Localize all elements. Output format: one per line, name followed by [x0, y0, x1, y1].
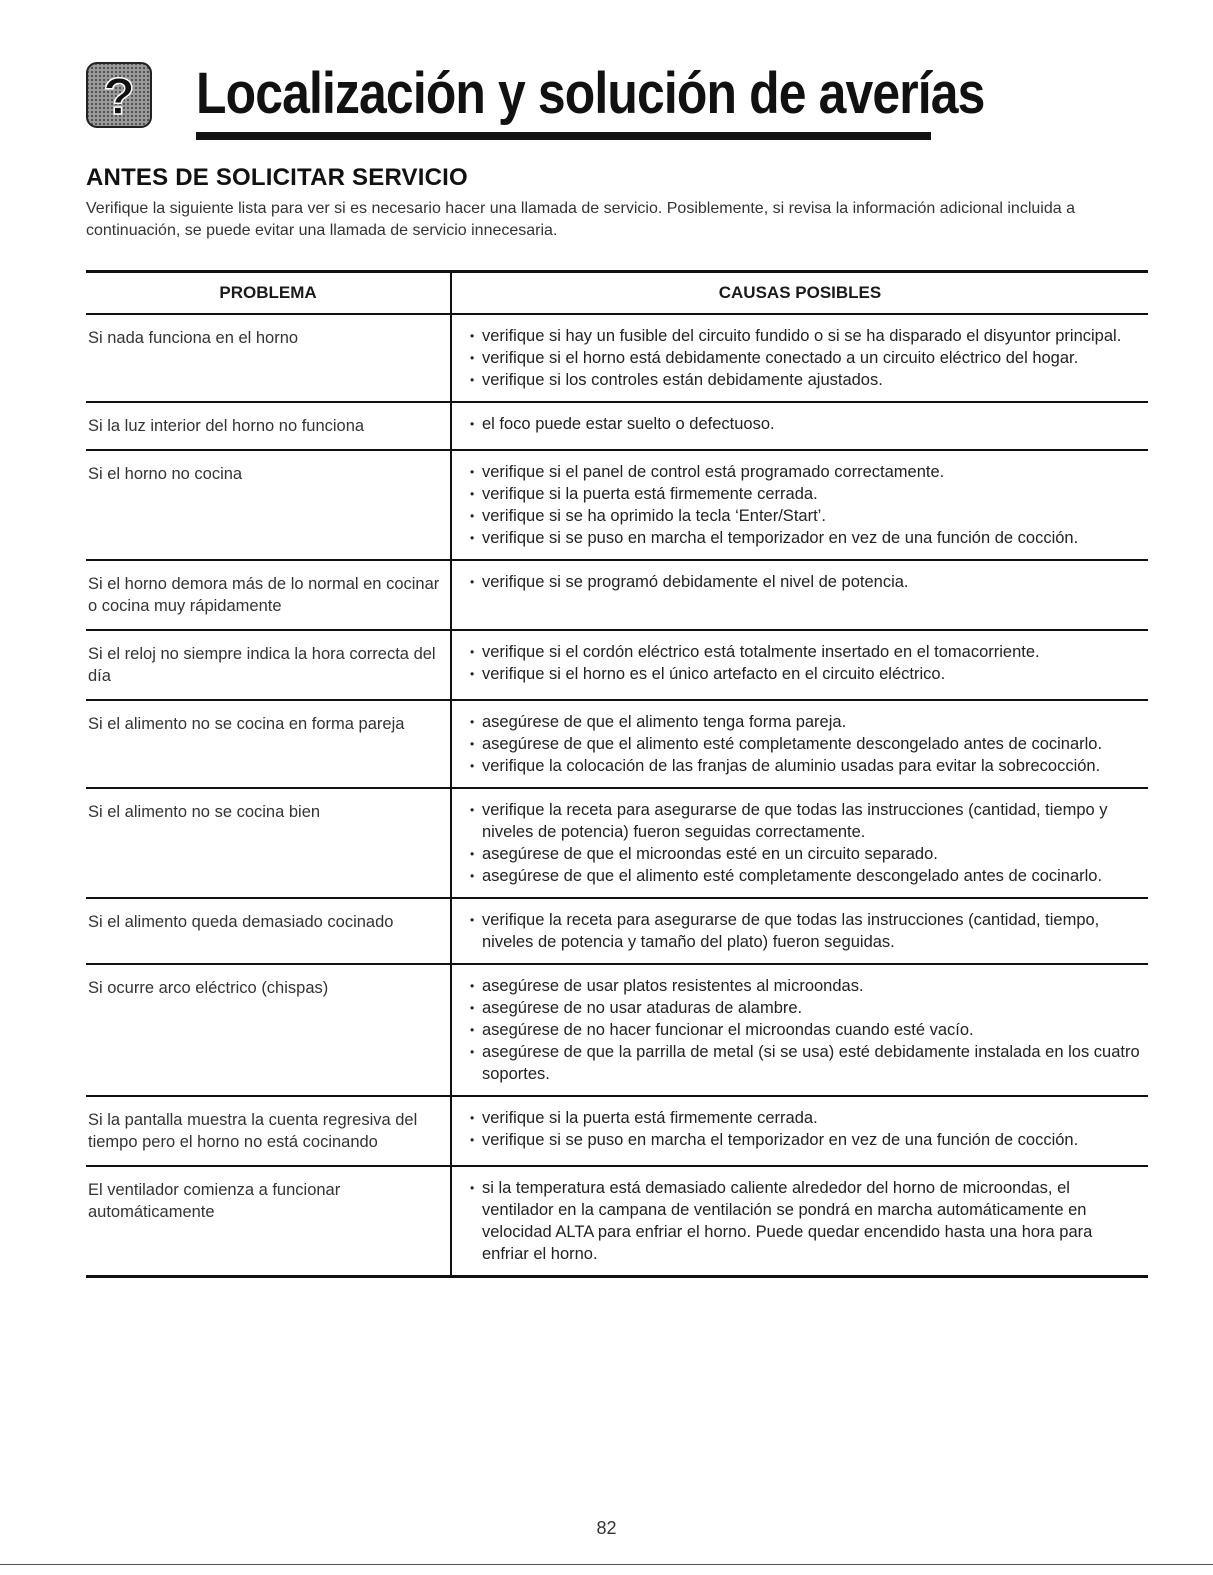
cause-item: • verifique si se puso en marcha el temporizador en vez de una función de cocción. [468, 1129, 1142, 1151]
section-heading: ANTES DE SOLICITAR SERVICIO [86, 164, 468, 191]
cause-item: • asegúrese de que el alimento tenga forma pareja. [468, 711, 1142, 733]
cause-item: • verifique si la puerta está firmemente cerrada. [468, 1107, 1142, 1129]
page-number: 82 [596, 1518, 617, 1538]
causes-cell [450, 965, 1148, 1095]
cause-item: • asegúrese de no usar ataduras de alambre. [468, 997, 1142, 1019]
cause-item: • verifique si el panel de control está programado correctamente. [468, 461, 1142, 483]
cause-item: • el foco puede estar suelto o defectuoso. [468, 413, 1142, 435]
cause-item: • asegúrese de no hacer funcionar el microondas cuando esté vacío. [468, 1019, 1142, 1041]
problem-cell: Si nada funciona en el horno [88, 329, 299, 347]
causes-list [468, 571, 1142, 593]
causes-cell [450, 701, 1148, 787]
troubleshooting-table [86, 270, 1148, 1278]
cause-item: • verifique si hay un fusible del circuito fundido o si se ha disparado el disyuntor principal. [468, 325, 1142, 347]
table-header [86, 273, 1148, 315]
causes-list [468, 461, 1142, 549]
header-problem: PROBLEMA [219, 283, 317, 302]
causes-cell [450, 631, 1148, 699]
cause-item: • verifique la colocación de las franjas de aluminio usadas para evitar la sobrecocción. [468, 755, 1142, 777]
problem-cell: Si el horno no cocina [88, 465, 243, 483]
question-mark-icon [86, 62, 152, 128]
table-row [86, 631, 1148, 701]
cause-item: • verifique si el horno está debidamente conectado a un circuito eléctrico del hogar. [468, 347, 1142, 369]
cause-item: • asegúrese de que el alimento esté completamente descongelado antes de cocinarlo. [468, 733, 1142, 755]
header-causes: CAUSAS POSIBLES [450, 273, 1148, 313]
page-title: Localización y solución de averías [196, 61, 985, 126]
causes-cell [450, 789, 1148, 897]
causes-list [468, 799, 1142, 887]
causes-list [468, 711, 1142, 777]
problem-cell: Si el alimento queda demasiado cocinado [88, 913, 394, 931]
problem-cell: Si el horno demora más de lo normal en cocinar o cocina muy rápidamente [88, 575, 440, 615]
table-row [86, 789, 1148, 899]
table-row [86, 899, 1148, 965]
problem-cell: Si el alimento no se cocina bien [88, 803, 321, 821]
causes-list [468, 1107, 1142, 1151]
intro-paragraph: Verifique la siguiente lista para ver si es necesario hacer una llamada de servicio. Posiblemente, si revisa la información adicional incluida a continuación, se puede evitar una llamada de servicio innecesaria. [86, 200, 1075, 239]
cause-item: • verifique si los controles están debidamente ajustados. [468, 369, 1142, 391]
table-row [86, 561, 1148, 631]
cause-item: • asegúrese de que la parrilla de metal (si se usa) esté debidamente instalada en los cuatro soportes. [468, 1041, 1142, 1085]
cause-item: • verifique si se puso en marcha el temporizador en vez de una función de cocción. [468, 527, 1142, 549]
table-row [86, 315, 1148, 403]
causes-list [468, 325, 1142, 391]
causes-cell [450, 1167, 1148, 1275]
cause-item: • verifique si la puerta está firmemente cerrada. [468, 483, 1142, 505]
table-row [86, 1167, 1148, 1278]
svg-text:?: ? [103, 68, 135, 126]
cause-item: • verifique si se programó debidamente el nivel de potencia. [468, 571, 1142, 593]
cause-item: • verifique la receta para asegurarse de que todas las instrucciones (cantidad, tiempo y niveles de potencia) fueron seguidas correctamente. [468, 799, 1142, 843]
problem-cell: Si la luz interior del horno no funciona [88, 417, 365, 435]
table-body [86, 315, 1148, 1278]
causes-cell [450, 451, 1148, 559]
cause-item: • si la temperatura está demasiado caliente alrededor del horno de microondas, el ventilador en la campana de ventilación se pondrá en marcha automáticamente en velocidad ALTA para enfriar el horno. Puede quedar encendido hasta una hora para enfriar el horno. [468, 1177, 1142, 1265]
causes-cell [450, 561, 1148, 629]
table-row [86, 451, 1148, 561]
cause-item: • asegúrese de usar platos resistentes al microondas. [468, 975, 1142, 997]
cause-item: • asegúrese de que el alimento esté completamente descongelado antes de cocinarlo. [468, 865, 1142, 887]
problem-cell: Si el reloj no siempre indica la hora correcta del día [88, 645, 436, 685]
cause-item: • asegúrese de que el microondas esté en un circuito separado. [468, 843, 1142, 865]
causes-list [468, 413, 1142, 435]
table-row [86, 403, 1148, 451]
table-row [86, 1097, 1148, 1167]
causes-list [468, 975, 1142, 1085]
table-row [86, 701, 1148, 789]
causes-cell [450, 899, 1148, 963]
cause-item: • verifique si el cordón eléctrico está totalmente insertado en el tomacorriente. [468, 641, 1142, 663]
cause-item: • verifique la receta para asegurarse de que todas las instrucciones (cantidad, tiempo, niveles de potencia y tamaño del plato) fueron seguidas. [468, 909, 1142, 953]
footer-rule [0, 1564, 1213, 1565]
cause-item: • verifique si se ha oprimido la tecla ‘Enter/Start’. [468, 505, 1142, 527]
causes-cell [450, 1097, 1148, 1165]
table-row [86, 965, 1148, 1097]
title-underline [196, 132, 931, 140]
causes-cell [450, 315, 1148, 401]
problem-cell: Si el alimento no se cocina en forma pareja [88, 715, 405, 733]
causes-list [468, 909, 1142, 953]
cause-item: • verifique si el horno es el único artefacto en el circuito eléctrico. [468, 663, 1142, 685]
problem-cell: El ventilador comienza a funcionar automáticamente [88, 1181, 341, 1221]
causes-cell [450, 403, 1148, 449]
problem-cell: Si ocurre arco eléctrico (chispas) [88, 979, 329, 997]
causes-list [468, 1177, 1142, 1265]
problem-cell: Si la pantalla muestra la cuenta regresiva del tiempo pero el horno no está cocinando [88, 1111, 418, 1151]
causes-list [468, 641, 1142, 685]
